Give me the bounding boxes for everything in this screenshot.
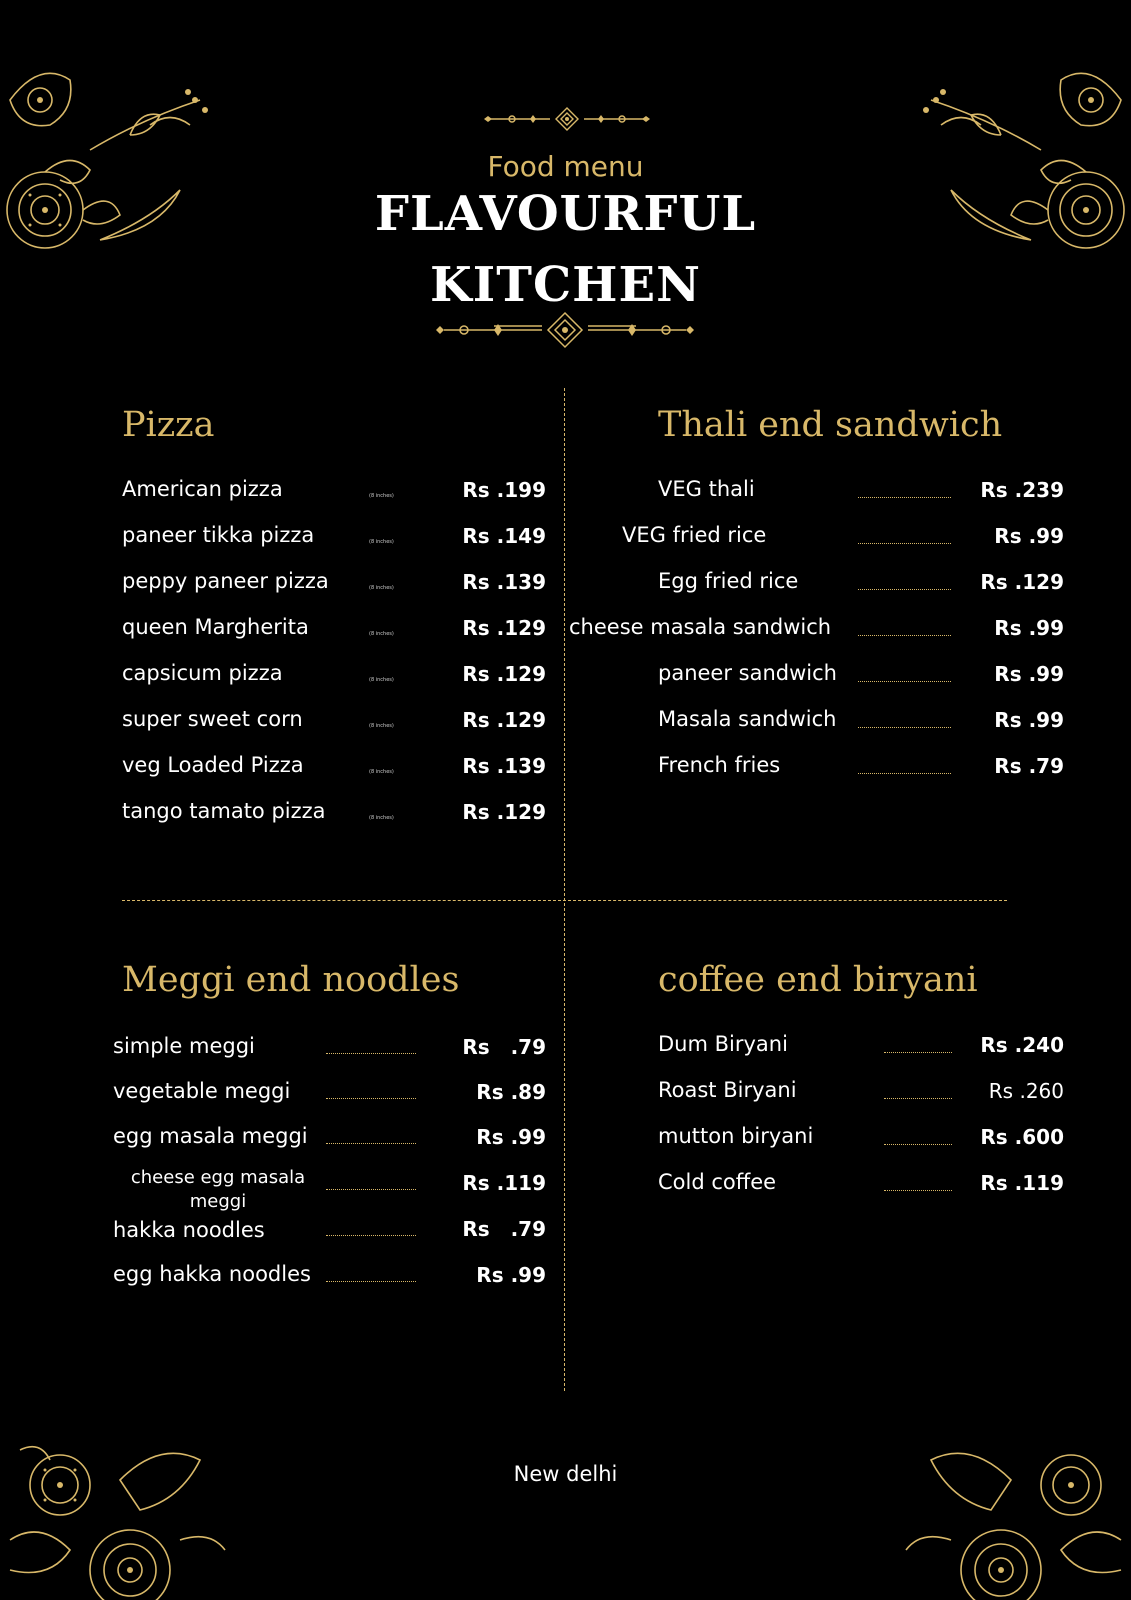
- size-note: (8 inches): [369, 723, 394, 729]
- dotted-leader: [858, 727, 951, 728]
- item-name: mutton biryani: [658, 1124, 814, 1148]
- item-name: queen Margherita: [122, 615, 309, 639]
- item-name: peppy paneer pizza: [122, 569, 329, 593]
- size-note: (8 inches): [369, 585, 394, 591]
- item-name: egg masala meggi: [113, 1124, 308, 1148]
- size-note: (8 inches): [369, 539, 394, 545]
- item-name: egg hakka noodles: [113, 1262, 311, 1286]
- item-name: cheese egg masala meggi: [130, 1167, 306, 1212]
- item-price: Rs .129: [462, 708, 546, 732]
- size-note: (8 inches): [369, 769, 394, 775]
- dotted-leader: [858, 589, 951, 590]
- menu-subtitle: Food menu: [487, 150, 644, 183]
- section-heading-pizza: Pizza: [122, 405, 215, 445]
- item-price: Rs .139: [462, 570, 546, 594]
- dotted-leader: [858, 497, 951, 498]
- item-name: simple meggi: [113, 1034, 255, 1058]
- dotted-leader: [858, 635, 951, 636]
- size-note: (8 inches): [369, 493, 394, 499]
- item-price: Rs .199: [462, 478, 546, 502]
- horizontal-divider: [122, 900, 1007, 901]
- item-price: Rs .119: [980, 1171, 1064, 1195]
- section-heading-meggi: Meggi end noodles: [122, 960, 460, 1000]
- item-price: Rs .239: [980, 478, 1064, 502]
- item-name: super sweet corn: [122, 707, 303, 731]
- item-price: Rs .89: [476, 1080, 546, 1104]
- item-price: Rs .99: [476, 1263, 546, 1287]
- item-name: French fries: [658, 753, 781, 777]
- item-name: Roast Biryani: [658, 1078, 797, 1102]
- item-price: Rs .79: [994, 754, 1064, 778]
- item-price: Rs .260: [988, 1079, 1064, 1103]
- dotted-leader: [326, 1281, 416, 1282]
- dotted-leader: [326, 1098, 416, 1099]
- dotted-leader: [858, 681, 951, 682]
- item-price: Rs .129: [980, 570, 1064, 594]
- dotted-leader: [326, 1189, 416, 1190]
- size-note: (8 inches): [369, 815, 394, 821]
- diamond-divider-bottom-icon: [434, 310, 696, 350]
- item-name: veg Loaded Pizza: [122, 753, 304, 777]
- item-name: hakka noodles: [113, 1218, 265, 1242]
- size-note: (8 inches): [369, 677, 394, 683]
- dotted-leader: [326, 1235, 416, 1236]
- item-price: Rs .99: [994, 616, 1064, 640]
- item-price: Rs .99: [994, 524, 1064, 548]
- item-price: Rs .99: [994, 708, 1064, 732]
- item-name: VEG fried rice: [622, 523, 767, 547]
- section-heading-biryani: coffee end biryani: [658, 960, 978, 1000]
- item-name: American pizza: [122, 477, 283, 501]
- dotted-leader: [858, 773, 951, 774]
- item-name: Masala sandwich: [658, 707, 837, 731]
- restaurant-name-line-1: FLAVOURFUL: [374, 186, 757, 242]
- item-name: paneer tikka pizza: [122, 523, 315, 547]
- item-price: Rs .129: [462, 662, 546, 686]
- item-price: Rs .600: [980, 1125, 1064, 1149]
- dotted-leader: [326, 1143, 416, 1144]
- size-note: (8 inches): [369, 631, 394, 637]
- footer-location: New delhi: [513, 1462, 618, 1486]
- item-price: Rs .79: [462, 1217, 546, 1241]
- item-name: Dum Biryani: [658, 1032, 788, 1056]
- item-price: Rs .149: [462, 524, 546, 548]
- item-price: Rs .139: [462, 754, 546, 778]
- item-name: Egg fried rice: [658, 569, 799, 593]
- item-price: Rs .119: [462, 1171, 546, 1195]
- item-price: Rs .79: [462, 1035, 546, 1059]
- item-name: capsicum pizza: [122, 661, 283, 685]
- item-name: cheese masala sandwich: [569, 615, 832, 639]
- item-name: paneer sandwich: [658, 661, 837, 685]
- item-name: vegetable meggi: [113, 1079, 291, 1103]
- diamond-divider-top-icon: [482, 106, 652, 132]
- vertical-divider: [564, 388, 565, 1391]
- item-price: Rs .99: [476, 1125, 546, 1149]
- item-name: Cold coffee: [658, 1170, 777, 1194]
- dotted-leader: [858, 543, 951, 544]
- item-price: Rs .99: [994, 662, 1064, 686]
- item-name: VEG thali: [658, 477, 755, 501]
- section-heading-thali: Thali end sandwich: [658, 405, 1003, 445]
- item-price: Rs .129: [462, 800, 546, 824]
- item-price: Rs .129: [462, 616, 546, 640]
- dotted-leader: [326, 1053, 416, 1054]
- item-name: tango tamato pizza: [122, 799, 326, 823]
- restaurant-name-line-2: KITCHEN: [430, 257, 701, 313]
- item-price: Rs .240: [980, 1033, 1064, 1057]
